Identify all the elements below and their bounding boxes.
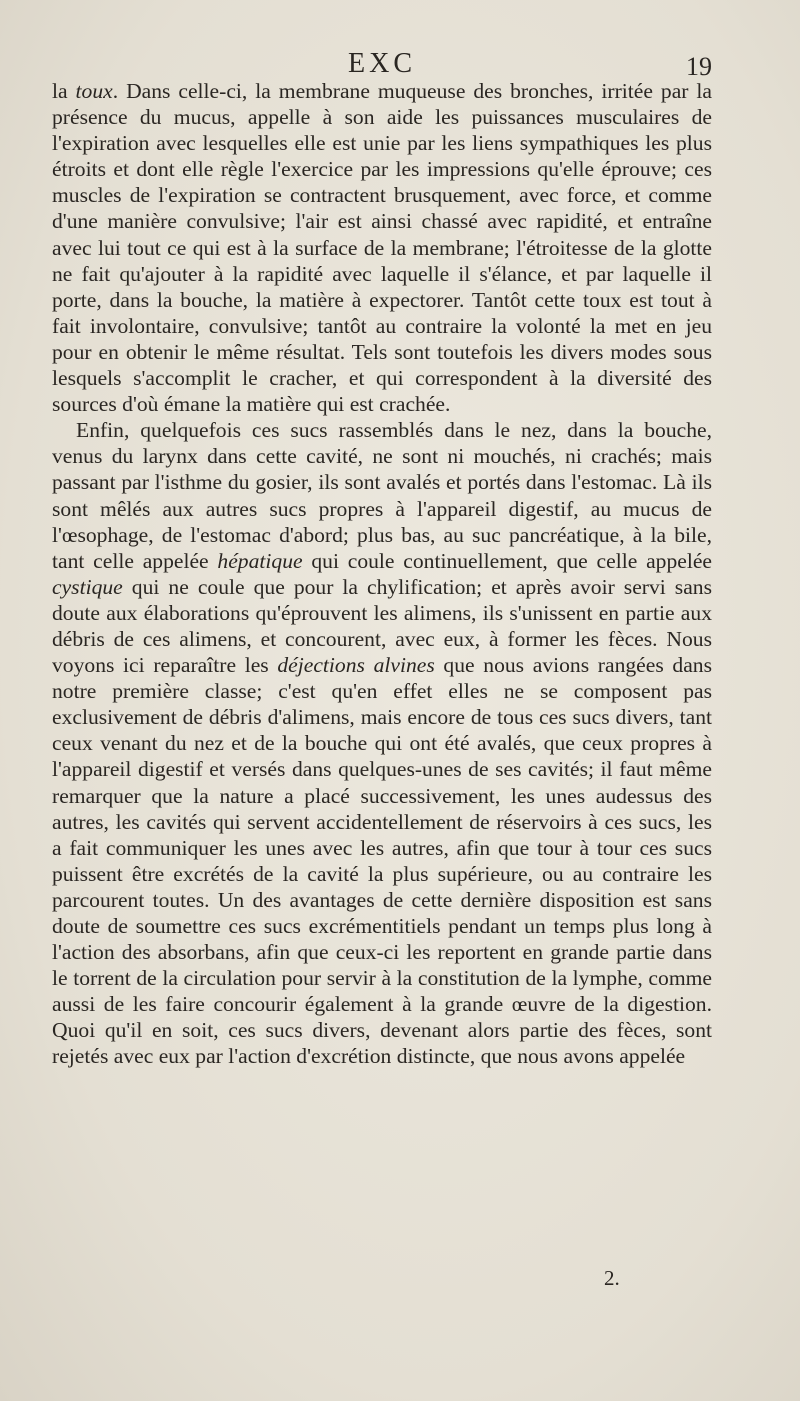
paragraph-1 [52, 78, 712, 417]
body-text [52, 78, 712, 1070]
paragraph-2-text-3: qui ne coule que pour la chylification; et après avoir servi sans doute aux élaborations qu'éprouvent les alimens, ils s'unissent en partie aux débris de ces alimens, et concourent, avec eux, à former les fèces. Nous voyons ici reparaître les [52, 574, 712, 678]
paragraph-2-italic-2: cystique [52, 574, 123, 599]
page-header [52, 48, 712, 82]
paragraph-2-text-1: Enfin, quelquefois ces sucs rassemblés dans le nez, dans la bouche, venus du larynx dans cette cavité, ne sont ni mouchés, ni crachés; mais passant par l'isthme du gosier, ils sont avalés et portés dans l'estomac. Là ils sont mêlés aux autres sucs propres à l'appareil digestif, au mucus de l'œsophage, de l'estomac d'abord; plus bas, au suc pancréatique, à la bile, tant celle appelée [52, 418, 712, 573]
paragraph-2-text-4: que nous avions rangées dans notre première classe; c'est qu'en effet elles ne se composent pas exclusivement de débris d'alimens, mais encore de tous ces sucs divers, tant ceux venant du nez et de la bouche qui ont été avalés, que ceux propres à l'appareil digestif et versés dans quelques-unes de ses cavités; il faut même remarquer que la nature a placé successivement, les unes audessus des autres, les cavités qui servent accidentellement de réservoirs à ces sucs, les a fait communiquer les unes avec les autres, afin que tour à tour ces sucs puissent être excrétés de la cavité la plus supérieure, ou au contraire les parcourent toutes. Un des avantages de cette dernière disposition est sans doute de soumettre ces sucs excrémentitiels pendant un temps plus long à l'action des absorbans, afin que ceux-ci les reportent en grande partie dans le torrent de la circulation pour servir à la constitution de la lymphe, comme aussi de les faire concourir également à la grande œuvre de la digestion. Quoi qu'il en soit, ces sucs divers, devenant alors partie des fèces, sont rejetés avec eux par l'action d'excrétion distincte, que nous avons appelée [52, 653, 712, 1069]
paragraph-2-text-2: qui coule continuellement, que celle appelée [302, 548, 713, 573]
paragraph-1-italic-1: toux [75, 79, 113, 103]
running-head: EXC [348, 48, 416, 79]
page-number: 19 [686, 52, 712, 81]
paragraph-2 [52, 417, 712, 1069]
paragraph-1-text-1: la [52, 79, 76, 103]
paragraph-2-italic-1: hépatique [217, 548, 303, 573]
paragraph-2-italic-3: déjections alvines [277, 653, 435, 678]
signature-mark: 2. [604, 1266, 620, 1290]
paragraph-1-text-2: . Dans celle-ci, la membrane muqueuse des bronches, irritée par la présence du mucus, appelle à son aide les puissances musculaires de l'expiration avec lesquelles elle est unie par les liens sympathiques les plus étroits et dont elle règle l'exercice par les impressions qu'elle éprouve; ces muscles de l'expiration se contractent brusquement, avec force, et comme d'une manière convulsive; l'air est ainsi chassé avec rapidité, et entraîne avec lui tout ce qui est à la surface de la membrane; l'étroitesse de la glotte ne fait qu'ajouter à la rapidité avec laquelle il s'élance, et par laquelle il porte, dans la bouche, la matière à expectorer. Tantôt cette toux est tout à fait involontaire, convulsive; tantôt au contraire la volonté la met en jeu pour en obtenir le même résultat. Tels sont toutefois les divers modes sous lesquels s'accomplit le cracher, et qui correspondent à la diversité des sources d'où émane la matière qui est crachée. [52, 79, 712, 417]
